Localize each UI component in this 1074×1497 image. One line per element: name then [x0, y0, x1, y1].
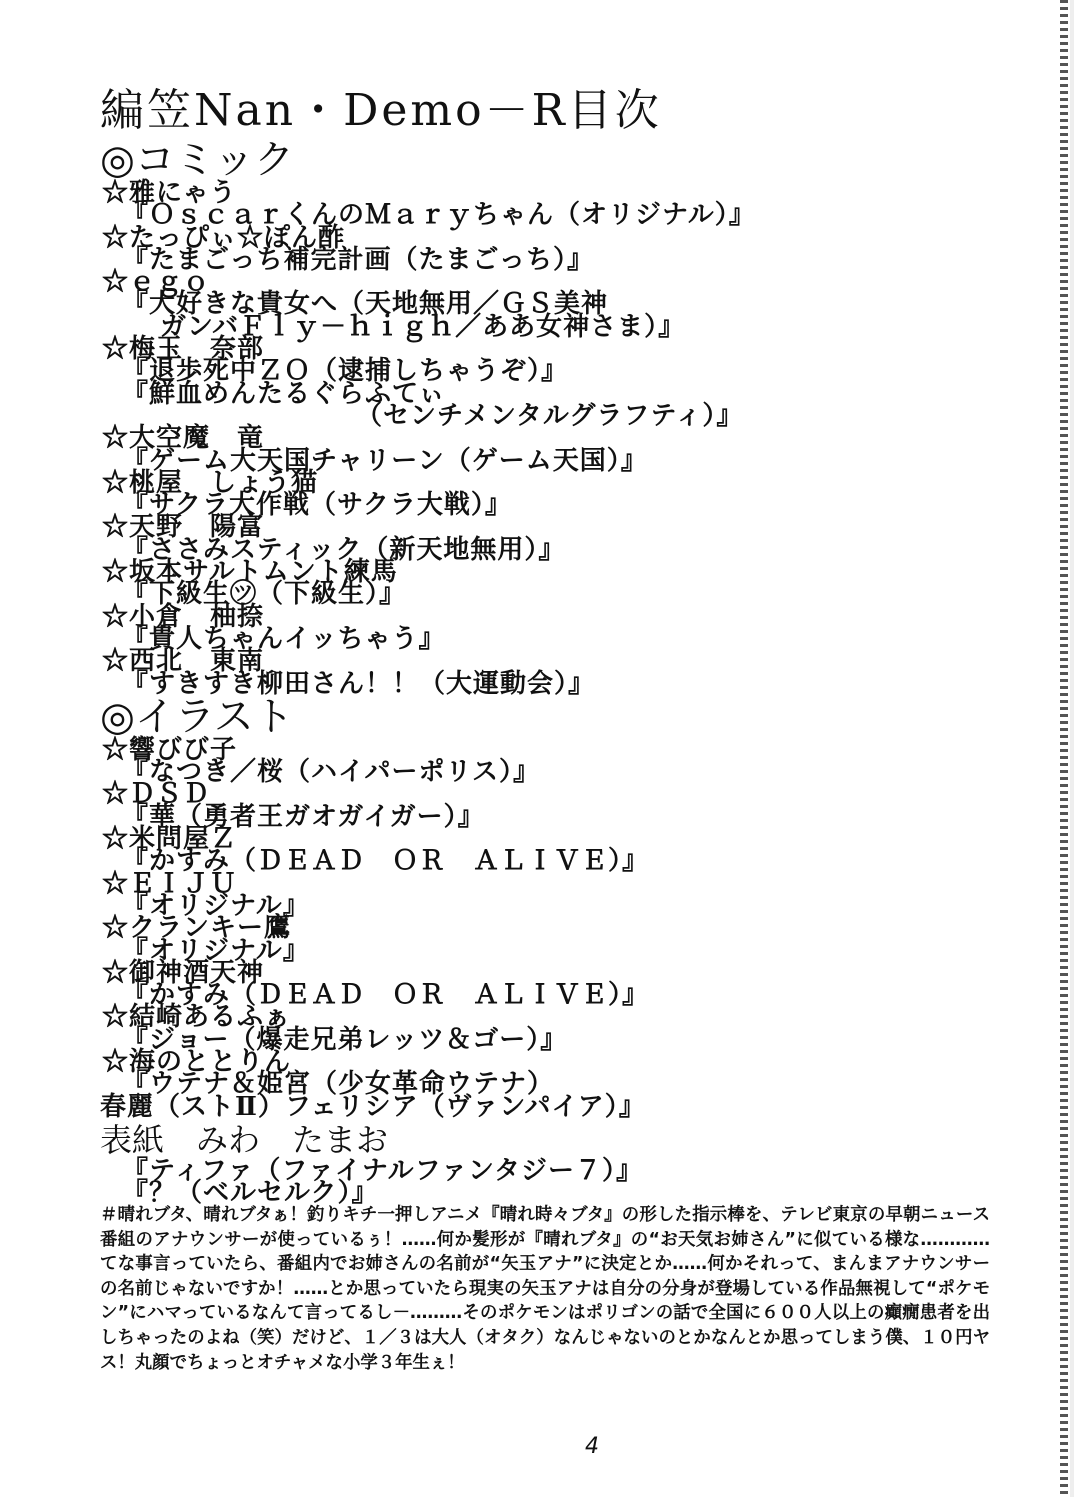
- author-line: ☆天野 陽富: [102, 512, 265, 543]
- author-line: ☆小倉 柚捺: [102, 601, 265, 632]
- cover-list: [100, 1155, 970, 1209]
- work-line: 『ティファ（ファイナルファンタジー７）』: [122, 1155, 644, 1186]
- author-line: ☆坂本サルトムント練馬: [102, 557, 398, 588]
- work-line: 『鮮血めんたるぐらふてぃ: [122, 378, 446, 409]
- work-line: 『なつき／桜（ハイパーポリス）』: [122, 757, 540, 788]
- work-line: 『ＯｓｃａｒくんのＭａｒｙちゃん（オリジナル）』: [122, 200, 756, 231]
- author-line: ☆西北 東南: [102, 646, 265, 677]
- work-line: 『ウテナ＆姫宮（少女革命ウテナ）: [122, 1069, 555, 1100]
- section-heading-cover: 表紙 みわ たまお: [100, 1120, 389, 1159]
- work-line-continued: 春麗（ストⅡ）フェリシア（ヴァンパイア）』: [100, 1091, 646, 1122]
- section-heading-comic: ◎コミック: [100, 137, 295, 183]
- work-line: 『オリジナル』: [122, 935, 310, 966]
- work-line: 『大好きな貴女へ（天地無用／ＧＳ美神: [122, 289, 609, 320]
- work-line: 『かすみ（ＤＥＡＤ ＯＲ ＡＬＩＶＥ）』: [122, 980, 650, 1011]
- author-line: ☆ＥＩＪＵ: [102, 868, 238, 899]
- page-edge-shadow: [1070, 0, 1074, 1497]
- table-of-contents: [100, 84, 970, 1209]
- author-line: ☆梅玉 奈部: [102, 334, 265, 365]
- author-line: ☆クランキー鷹: [102, 913, 292, 944]
- work-line-continued: （センチメンタルグラフティ）』: [356, 400, 744, 431]
- author-line: ☆ｅｇｏ: [102, 267, 211, 298]
- work-line: 『サクラ大作戦（サクラ大戦）』: [122, 490, 512, 521]
- toc-title: 編笠Nan・Demo－R目次: [100, 85, 662, 136]
- work-line: 『華（勇者王ガオガイガー）』: [122, 801, 485, 832]
- work-line: 『たまごっち補完計画（たまごっち）』: [122, 244, 594, 275]
- author-line: ☆大空魔 竜: [102, 423, 265, 454]
- author-line: ☆御神酒天神: [102, 957, 265, 988]
- work-line: 『？（ベルセルク）』: [122, 1178, 379, 1209]
- work-line: 『ささみスティック（新天地無用）』: [122, 534, 566, 565]
- author-line: ☆海のととりん: [102, 1046, 292, 1077]
- author-line: ☆響びび子: [102, 734, 238, 765]
- work-line: 『オリジナル』: [122, 890, 310, 921]
- editor-note: ＃晴れブタ、晴れブタぁ！釣りキチ一押しアニメ『晴れ時々ブタ』の形した指示棒を、テレビ東京の早朝ニュース番組のアナウンサーが使っているぅ！……何か髪形が『晴れブタ』の“お天気お姉さん”に似ている様な…………てな事言っていたら、番組内でお姉さんの名前が“矢玉アナ”に決定とか……何かそれって、まんまアナウンサーの名前じゃないですか！……とか思っていたら現実の矢玉アナは自分の分身が登場している作品無視して“ポケモン”にハマっているなんて言ってるし－………そのポケモンはポリゴンの話で全国に６００人以上の癲癇患者を出しちゃったのよね（笑）だけど、１／３は大人（オタク）なんじゃないのとかなんとか思ってしまう僕、１０円ヤス！丸顔でちょっとオチャメな小学３年生ぇ！: [100, 1205, 990, 1373]
- page-edge-binding: [1060, 0, 1068, 1497]
- author-line: ☆桃屋 しょう猫: [102, 467, 319, 498]
- author-line: ☆ＤＳＤ: [102, 779, 211, 810]
- author-line: ☆たっぴぃ☆ぽん酢: [102, 222, 346, 253]
- author-line: ☆結崎あるふぁ: [102, 1002, 292, 1033]
- work-line: 『下級生㋡（下級生）』: [122, 579, 407, 610]
- work-line-continued: ガンバＦｌｙ－ｈｉｇｈ／ああ女神さま）』: [160, 311, 686, 342]
- work-line: 『退歩死中ＺＯ（逮捕しちゃうぞ）』: [122, 356, 569, 387]
- work-line: 『ジョー（爆走兄弟レッツ＆ゴー）』: [122, 1024, 568, 1055]
- work-line: 『すきすき柳田さん！！（大運動会）』: [122, 668, 596, 699]
- page-number: 4: [585, 1434, 599, 1459]
- work-line: 『ゲーム大天国チャリーン（ゲーム天国）』: [122, 445, 648, 476]
- comic-list: [100, 178, 970, 699]
- author-line: ☆雅にゃう: [102, 178, 237, 208]
- work-line: 『かすみ（ＤＥＡＤ ＯＲ ＡＬＩＶＥ）』: [122, 846, 650, 877]
- section-heading-illust: ◎イラスト: [100, 693, 294, 740]
- work-line: 『貴人ちゃんイッちゃう』: [122, 623, 446, 654]
- illust-list: [100, 734, 970, 1122]
- author-line: ☆米問屋Ｚ: [102, 824, 238, 855]
